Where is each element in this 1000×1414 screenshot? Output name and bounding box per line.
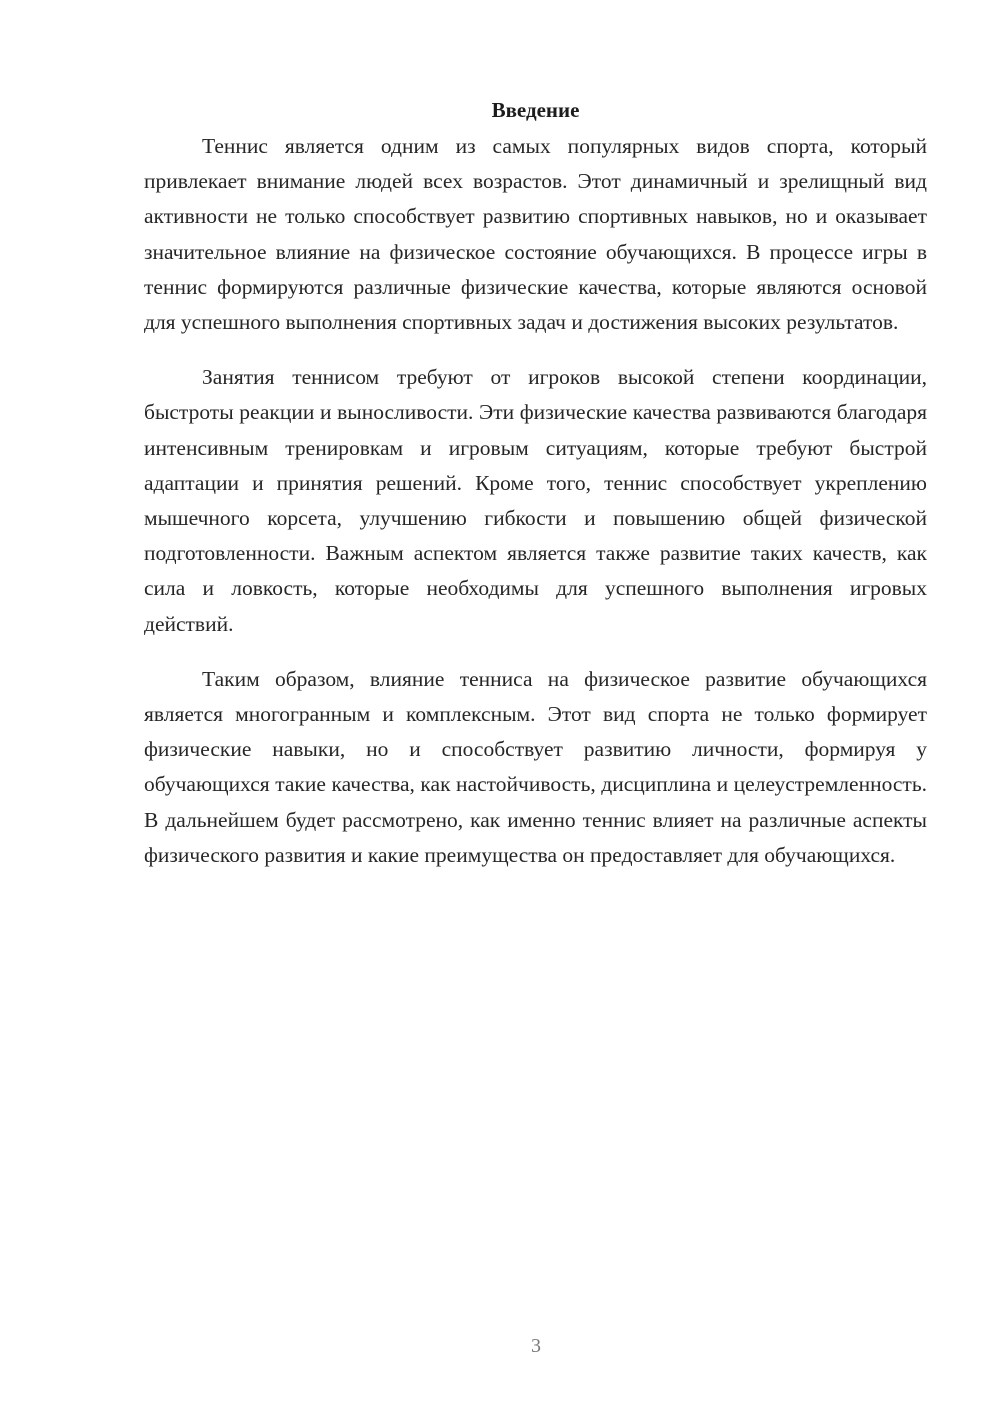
paragraph-3: Таким образом, влияние тенниса на физическое развитие обучающихся является многогранным и комплексным. Этот вид спорта не только формирует физические навыки, но и способствует развитию личности, формируя у обучающихся такие качества, как настойчивость, дисциплина и целеустремленность. В дальнейшем будет рассмотрено, как именно теннис влияет на различные аспекты физического развития и какие преимущества он предоставляет для обучающихся. — [144, 666, 927, 867]
page-number: 3 — [531, 1335, 541, 1357]
section-title: Введение — [491, 98, 580, 122]
paragraph-1: Теннис является одним из самых популярных видов спорта, который привлекает внимание людей всех возрастов. Этот динамичный и зрелищный вид активности не только способствует развитию спортивных навыков, но и оказывает значительное влияние на физическое состояние обучающихся. В процессе игры в теннис формируются различные физические качества, которые являются основой для успешного выполнения спортивных задач и достижения высоких результатов. — [144, 134, 927, 335]
page-content — [144, 93, 927, 873]
paragraph-2: Занятия теннисом требуют от игроков высокой степени координации, быстроты реакции и выносливости. Эти физические качества развиваются благодаря интенсивным тренировкам и игровым ситуациям, которые требуют быстрой адаптации и принятия решений. Кроме того, теннис способствует укреплению мышечного корсета, улучшению гибкости и повышению общей физической подготовленности. Важным аспектом является также развитие таких качеств, как сила и ловкость, которые необходимы для успешного выполнения игровых действий. — [144, 365, 927, 636]
